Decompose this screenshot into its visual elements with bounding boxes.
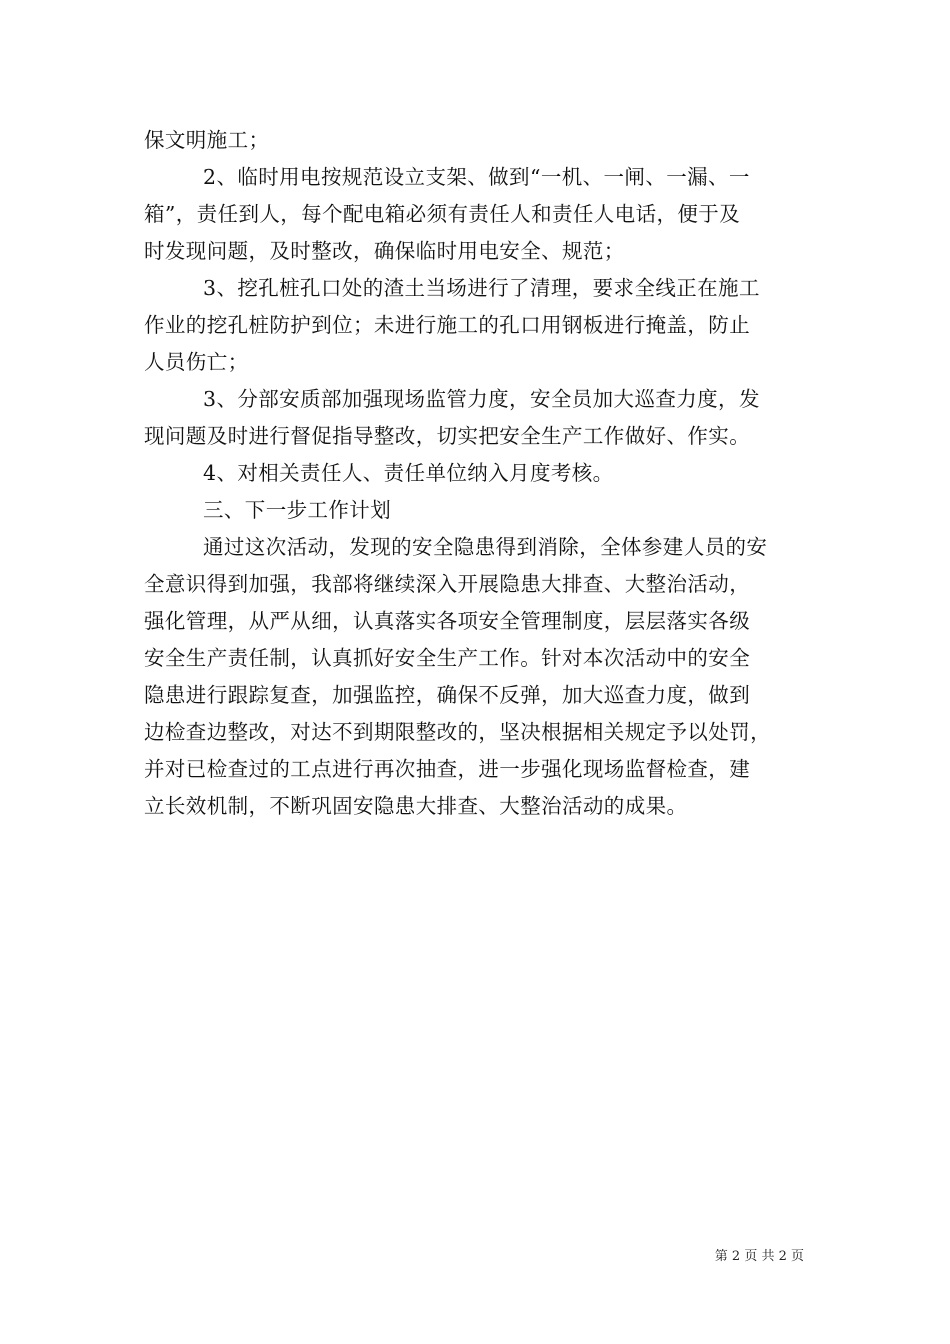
text-line: 安全生产责任制，认真抓好安全生产工作。针对本次活动中的安全 bbox=[144, 646, 751, 670]
text-line: 并对已检查过的工点进行再次抽查，进一步强化现场监督检查，建 bbox=[144, 757, 751, 781]
text-line: 3、分部安质部加强现场监管力度，安全员加大巡查力度，发 bbox=[203, 387, 760, 411]
text-line: 4、对相关责任人、责任单位纳入月度考核。 bbox=[203, 461, 614, 485]
text-line: 时发现问题，及时整改，确保临时用电安全、规范； bbox=[144, 239, 625, 263]
text-line: 强化管理，从严从细，认真落实各项安全管理制度，层层落实各级 bbox=[144, 609, 751, 633]
text-line: 箱”，责任到人，每个配电箱必须有责任人和责任人电话，便于及 bbox=[144, 202, 741, 226]
section-heading: 三、下一步工作计划 bbox=[203, 498, 392, 522]
text-line: 通过这次活动，发现的安全隐患得到消除，全体参建人员的安 bbox=[203, 535, 768, 559]
page-number: 第 2 页 共 2 页 bbox=[714, 1249, 804, 1264]
text-line: 边检查边整改，对达不到期限整改的，坚决根据相关规定予以处罚， bbox=[144, 720, 771, 744]
text-line: 人员伤亡； bbox=[144, 350, 249, 374]
text-line: 保文明施工； bbox=[144, 128, 270, 152]
text-line: 现问题及时进行督促指导整改，切实把安全生产工作做好、作实。 bbox=[144, 424, 751, 448]
text-line: 立长效机制，不断巩固安隐患大排查、大整治活动的成果。 bbox=[144, 794, 688, 818]
text-line: 全意识得到加强，我部将继续深入开展隐患大排查、大整治活动， bbox=[144, 572, 751, 596]
text-line: 3、挖孔桩孔口处的渣土当场进行了清理，要求全线正在施工 bbox=[203, 276, 760, 300]
document-body bbox=[144, 122, 806, 825]
text-line: 2、临时用电按规范设立支架、做到“一机、一闸、一漏、一 bbox=[203, 165, 750, 189]
text-line: 作业的挖孔桩防护到位；未进行施工的孔口用钢板进行掩盖，防止 bbox=[144, 313, 751, 337]
text-line: 隐患进行跟踪复查，加强监控，确保不反弹，加大巡查力度，做到 bbox=[144, 683, 751, 707]
